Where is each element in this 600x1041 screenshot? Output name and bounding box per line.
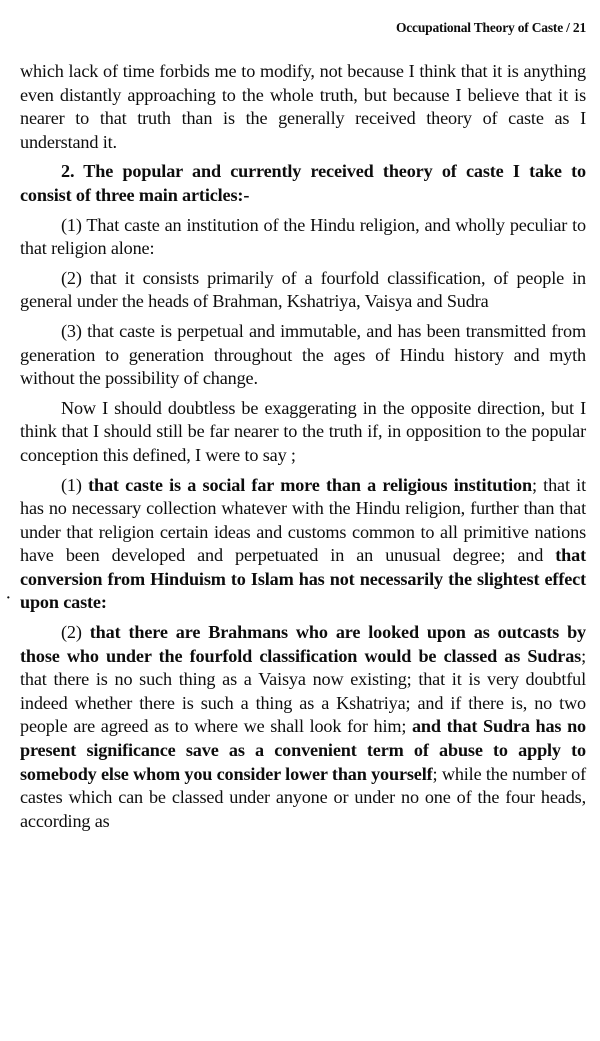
paragraph-p5: [20, 320, 586, 391]
bold-text-segment: that conversion from Hinduism to Islam has not necessarily the slightest effect upon caste:: [20, 545, 586, 613]
paragraph-p8: [20, 621, 586, 833]
paragraph-p7: [20, 474, 586, 616]
text-segment: which lack of time forbids me to modify, not because I think that it is anything even distantly approaching to the whole truth, but because I believe that it is nearer to that truth than is the generally received theory of caste as I understand it.: [20, 61, 586, 152]
bold-text-segment: that caste is a social far more than a religious institution: [88, 474, 532, 495]
text-segment: Now I should doubtless be exaggerating in the opposite direction, but I think that I should still be far nearer to the truth if, in opposition to the popular conception this defined, I were to say ;: [20, 397, 586, 465]
bold-text-segment: that there are Brahmans who are looked upon as outcasts by those who under the fourfold classification would be classed as Sudras: [20, 622, 587, 666]
text-segment: (3) that caste is perpetual and immutable, and has been transmitted from generation to generation throughout the ages of Hindu history and myth without the possibility of change.: [20, 320, 586, 389]
bold-text-segment: and that Sudra has no present significance save as a convenient term of abuse to apply to somebody else whom you consider lower than yourself: [20, 716, 586, 784]
text-segment: ; that there is no such thing as a Vaisya now existing; that it is very doubtful indeed whether there is such a thing as a Kshatriya; and if there is, no two people are agreed as to where we shall look for him;: [20, 645, 586, 737]
text-segment: (2) that it consists primarily of a fourfold classification, of people in general under the heads of Brahman, Kshatriya, Vaisya and Sudra: [20, 267, 586, 312]
paragraph-p3: [20, 214, 586, 261]
bold-text-segment: 2. The popular and currently received theory of caste I take to consist of three main articles:-: [20, 161, 586, 205]
text-segment: (1): [61, 474, 89, 495]
paragraph-p2: [20, 160, 586, 207]
book-page: [20, 20, 586, 1030]
paragraph-p4: [20, 267, 586, 314]
margin-mark: ·: [6, 591, 11, 606]
text-segment: (1) That caste an institution of the Hindu religion, and wholly peculiar to that religion alone:: [20, 214, 586, 259]
text-segment: ; while the number of castes which can be classed under anyone or under no one of the four heads, according as: [20, 763, 586, 831]
text-segment: (2): [61, 622, 90, 643]
paragraph-p1: [20, 60, 586, 154]
running-head: Occupational Theory of Caste / 21: [395, 20, 586, 35]
body-text: [20, 60, 586, 833]
paragraph-p6: [20, 397, 586, 468]
text-segment: ; that it has no necessary collection whatever with the Hindu religion, further than that under that religion certain ideas and customs common to all primitive nations have been developed and perpetuated in an unusual degree; and: [20, 474, 586, 566]
